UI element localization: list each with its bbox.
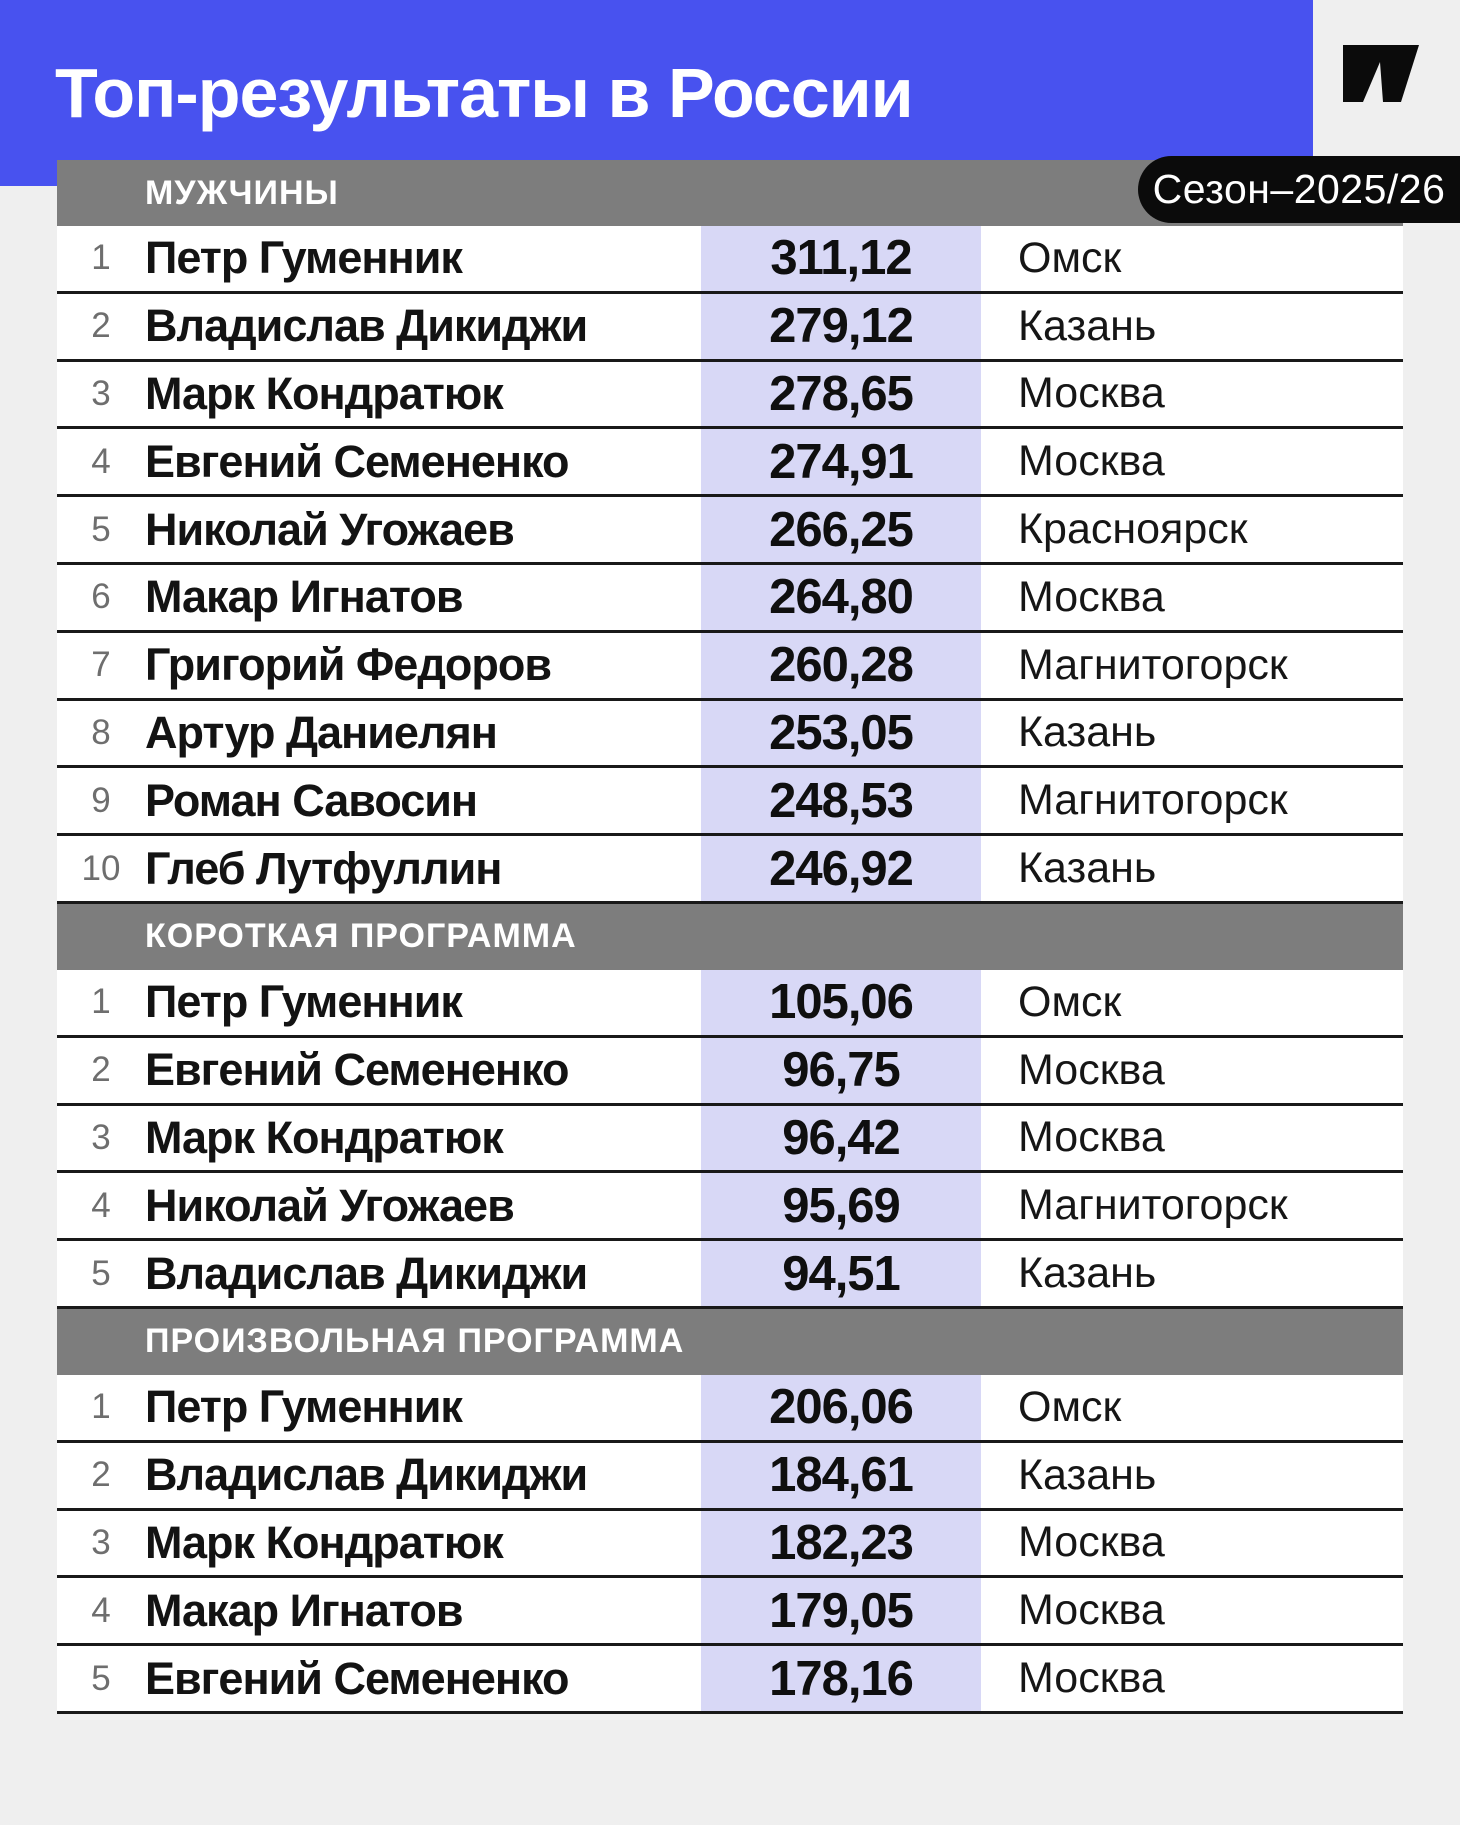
score-cell: [701, 970, 981, 1035]
name-cell: Владислав Дикиджи: [145, 1247, 588, 1299]
score-value: 182,23: [769, 1515, 913, 1570]
season-badge: [1138, 156, 1460, 223]
name-cell: Евгений Семененко: [145, 1652, 569, 1704]
city-cell: Москва: [1018, 437, 1165, 486]
table-row: [57, 836, 1403, 904]
season-badge-label: Сезон–2025/26: [1152, 166, 1446, 212]
rank-cell: 9: [91, 780, 111, 820]
table-row: [57, 1241, 1403, 1309]
rank-cell: 7: [91, 645, 111, 685]
name-cell: Роман Савосин: [145, 774, 478, 826]
score-value: 96,42: [782, 1110, 900, 1165]
city-cell: Омск: [1018, 977, 1122, 1026]
table-row: [57, 633, 1403, 701]
city-cell: Москва: [1018, 1113, 1165, 1162]
score-cell: [701, 1241, 981, 1306]
rank-cell: 1: [91, 982, 111, 1022]
score-value: 253,05: [769, 705, 913, 760]
section-header: [57, 1309, 1403, 1375]
city-cell: Красноярск: [1018, 505, 1248, 554]
score-value: 311,12: [770, 231, 912, 286]
score-cell: [701, 1038, 981, 1103]
publisher-mark-icon: [1343, 45, 1421, 102]
score-cell: [701, 362, 981, 427]
name-cell: Николай Угожаев: [145, 503, 514, 555]
name-cell: Глеб Лутфуллин: [145, 842, 502, 894]
name-cell: Евгений Семененко: [145, 435, 569, 487]
rank-cell: 8: [91, 712, 111, 752]
score-value: 278,65: [769, 366, 913, 421]
city-cell: Казань: [1018, 301, 1157, 350]
rank-cell: 3: [91, 373, 111, 413]
rank-cell: 5: [91, 509, 111, 549]
city-cell: Казань: [1018, 1249, 1157, 1298]
score-value: 95,69: [782, 1178, 900, 1233]
name-cell: Владислав Дикиджи: [145, 300, 588, 352]
name-cell: Владислав Дикиджи: [145, 1449, 588, 1501]
table-row: [57, 1106, 1403, 1174]
name-cell: Артур Даниелян: [145, 706, 497, 758]
rank-cell: 4: [91, 441, 111, 481]
table-row: [57, 1443, 1403, 1511]
score-cell: [701, 1443, 981, 1508]
score-cell: [701, 565, 981, 630]
score-value: 274,91: [769, 434, 913, 489]
score-cell: [701, 1106, 981, 1171]
table-row: [57, 226, 1403, 294]
score-cell: [701, 294, 981, 359]
table-row: [57, 970, 1403, 1038]
name-cell: Евгений Семененко: [145, 1044, 569, 1096]
rank-cell: 1: [91, 238, 111, 278]
rank-cell: 10: [81, 848, 121, 888]
city-cell: Магнитогорск: [1018, 1181, 1288, 1230]
name-cell: Марк Кондратюк: [145, 367, 503, 419]
name-cell: Григорий Федоров: [145, 639, 552, 691]
name-cell: Николай Угожаев: [145, 1179, 514, 1231]
score-value: 206,06: [769, 1380, 913, 1435]
score-cell: [701, 701, 981, 766]
score-cell: [701, 1578, 981, 1643]
score-value: 184,61: [769, 1448, 913, 1503]
score-cell: [701, 226, 981, 291]
city-cell: Магнитогорск: [1018, 640, 1288, 689]
table-row: [57, 1173, 1403, 1241]
score-cell: [701, 768, 981, 833]
city-cell: Казань: [1018, 1450, 1157, 1499]
city-cell: Москва: [1018, 1654, 1165, 1703]
rank-cell: 3: [91, 1522, 111, 1562]
table-row: [57, 1375, 1403, 1443]
city-cell: Москва: [1018, 572, 1165, 621]
rank-cell: 4: [91, 1590, 111, 1630]
rank-cell: 2: [91, 306, 111, 346]
rank-cell: 6: [91, 577, 111, 617]
rank-cell: 3: [91, 1117, 111, 1157]
section-header: [57, 904, 1403, 970]
score-cell: [701, 1646, 981, 1711]
score-cell: [701, 1173, 981, 1238]
table-row: [57, 1038, 1403, 1106]
score-value: 246,92: [769, 841, 913, 896]
city-cell: Омск: [1018, 233, 1122, 282]
name-cell: Петр Гуменник: [145, 976, 462, 1028]
table-row: [57, 497, 1403, 565]
city-cell: Казань: [1018, 844, 1157, 893]
table-row: [57, 429, 1403, 497]
city-cell: Казань: [1018, 708, 1157, 757]
rank-cell: 2: [91, 1050, 111, 1090]
name-cell: Макар Игнатов: [145, 571, 463, 623]
table-row: [57, 768, 1403, 836]
city-cell: Омск: [1018, 1382, 1122, 1431]
city-cell: Москва: [1018, 1586, 1165, 1635]
name-cell: Марк Кондратюк: [145, 1516, 503, 1568]
results-table: [57, 160, 1403, 1714]
score-value: 260,28: [769, 638, 913, 693]
section-label: ПРОИЗВОЛЬНАЯ ПРОГРАММА: [145, 1322, 685, 1361]
name-cell: Петр Гуменник: [145, 1381, 462, 1433]
score-cell: [701, 497, 981, 562]
table-row: [57, 294, 1403, 362]
table-row: [57, 1578, 1403, 1646]
rank-cell: 2: [91, 1455, 111, 1495]
rank-cell: 5: [91, 1658, 111, 1698]
score-value: 178,16: [769, 1651, 913, 1706]
score-value: 105,06: [769, 975, 913, 1030]
score-value: 96,75: [782, 1043, 900, 1098]
name-cell: Марк Кондратюк: [145, 1111, 503, 1163]
score-value: 264,80: [769, 570, 913, 625]
city-cell: Москва: [1018, 1518, 1165, 1567]
rank-cell: 5: [91, 1253, 111, 1293]
table-row: [57, 1511, 1403, 1579]
name-cell: Макар Игнатов: [145, 1584, 463, 1636]
score-value: 279,12: [769, 299, 913, 354]
score-cell: [701, 836, 981, 901]
score-cell: [701, 633, 981, 698]
score-cell: [701, 1375, 981, 1440]
page-title: Топ-результаты в России: [55, 54, 913, 132]
score-value: 94,51: [782, 1246, 900, 1301]
table-row: [57, 1646, 1403, 1714]
city-cell: Москва: [1018, 1045, 1165, 1094]
score-value: 248,53: [769, 773, 913, 828]
table-row: [57, 565, 1403, 633]
score-value: 179,05: [769, 1583, 913, 1638]
section-label: МУЖЧИНЫ: [145, 173, 339, 212]
rank-cell: 4: [91, 1185, 111, 1225]
score-value: 266,25: [769, 502, 913, 557]
city-cell: Москва: [1018, 369, 1165, 418]
table-row: [57, 701, 1403, 769]
city-cell: Магнитогорск: [1018, 776, 1288, 825]
name-cell: Петр Гуменник: [145, 232, 462, 284]
score-cell: [701, 429, 981, 494]
score-cell: [701, 1511, 981, 1576]
rank-cell: 1: [91, 1387, 111, 1427]
section-label: КОРОТКАЯ ПРОГРАММА: [145, 917, 577, 956]
table-row: [57, 362, 1403, 430]
